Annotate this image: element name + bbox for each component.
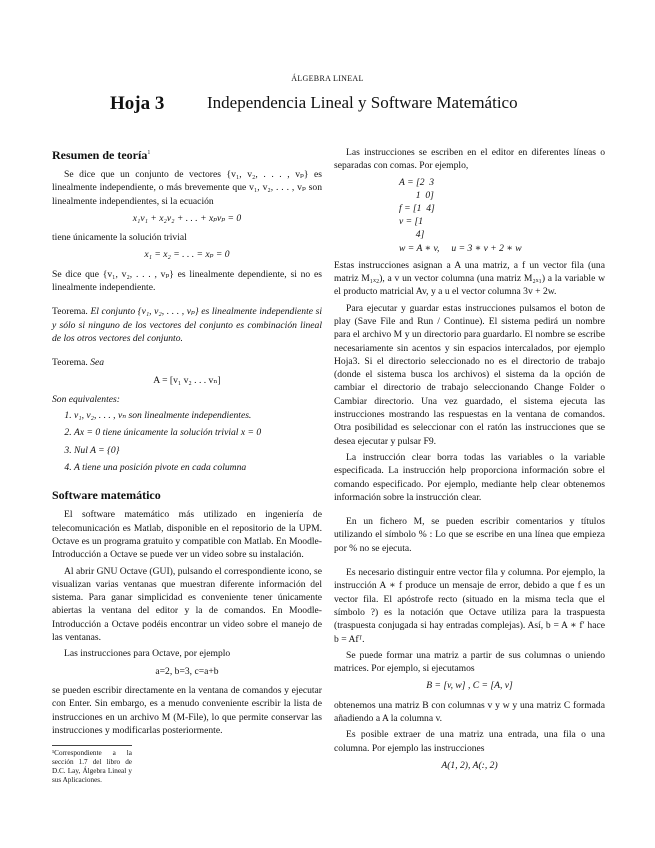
equation: x₁ = x₂ = . . . = xₚ = 0 — [144, 249, 230, 261]
paragraph: Se dice que {v₁, v₂, . . . , vₚ} es linealmente dependiente, si no es linealmente independiente. — [52, 268, 322, 294]
right-column — [334, 146, 605, 778]
section-software-title: Software matemático — [52, 488, 161, 503]
title-text: Independencia Lineal y Software Matemático — [207, 93, 518, 112]
list-item: 3. Nul A = {0} — [74, 444, 322, 457]
code-line: 4] — [399, 229, 425, 241]
equivalents-label: Son equivalentes: — [52, 393, 120, 405]
code-block — [399, 176, 605, 255]
paragraph: En un fichero M, se pueden escribir comentarios y títulos utilizando el símbolo % : Lo que se escribe en una línea que empieza por % no se ejecuta. — [334, 516, 605, 554]
paragraph: Es posible extraer de una matriz una entrada, una fila o una columna. Por ejemplo las instrucciones — [334, 729, 605, 754]
footnote-marker: 1 — [147, 150, 151, 156]
paragraph: Al abrir GNU Octave (GUI), pulsando el correspondiente icono, se visualizan varias ventanas que muestran diferente información del sistema. Para ganar simplicidad es conveniente tener únicamente abiertas la ventana del editor y la de comandos. En Moodle-Introducción a Octave podéis encontrar un video sobre el manejo de las ventanas. — [52, 565, 322, 644]
equation: B = [v, w] , C = [A, v] — [426, 680, 513, 692]
equation: A = [v₁ v₂ . . . vₙ] — [153, 374, 221, 386]
paragraph: se pueden escribir directamente en la ventana de comandos y ejecutar con Enter. Sin embargo, es a menudo conveniente escribir la lista de instrucciones en un archivo M (M-File), lo que permite conservar las instrucciones y modificarlas posteriormente. — [52, 684, 322, 736]
code-line: v = [1 — [399, 216, 424, 228]
equation: x₁v₁ + x₂v₂ + . . . + xₚvₚ = 0 — [132, 212, 242, 224]
code-line: A = [2 3 — [399, 176, 435, 188]
list-item: 4. A tiene una posición pivote en cada columna — [74, 461, 322, 474]
section-theory-title: Resumen de teoría$^1$ — [52, 148, 151, 162]
paragraph: Para ejecutar y guardar estas instrucciones pulsamos el boton de play (Save File and Run / Continue). El sistema pedirá un nombre para el archivo M y un directorio para guardarlo. El nombre se escribe necesariamente sin acentos y sin espacios intercalados, por ejemplo Hoja3. Si el directorio seleccionado no es el directorio de trabajo (donde el sistema busca los archivos) el sistema da la opción de cambiar el directorio de trabajo seleccionando Change Folder o Cambiar directorio. Una vez guardado, el sistema ejecuta las instrucciones mostrando las respuestas en la ventana de comandos. Otra posibilidad es seleccionar con el ratón las instrucciones que se desea ejecutar y pulsar F9. — [334, 302, 605, 447]
paragraph: Se dice que un conjunto de vectores {v₁, v₂, . . . , vₚ} es linealmente independiente, o más brevemente que v₁, v₂, . . . , vₚ son linealmente independientes, si la ecuación — [52, 169, 322, 207]
paragraph: Estas instrucciones asignan a A una matriz, a f un vector fila (una matriz M₁ₓ₂), a v un vector columna (una matriz M₂ₓ₁) a la variable w el producto matricial Av, y a u el vector columna 3v + 2w. — [334, 259, 605, 298]
running-head: ÁLGEBRA LINEAL — [291, 74, 364, 83]
code-line: 1 0] — [399, 189, 434, 201]
paragraph: obtenemos una matriz B con columnas v y w y una matriz C formada añadiendo a A la columna v. — [334, 699, 605, 725]
paragraph: Es necesario distinguir entre vector fila y columna. Por ejemplo, la instrucción A ∗ f produce un mensaje de error, debido a que f es un vector fila. El apóstrofe recto (situado en la misma tecla que el símbolo ?) es la notación que Octave utiliza para la traspuesta (traspuesta conjugada si hay entradas complejas). Así, b = A ∗ f′ hace b = Afᵀ. — [334, 567, 605, 645]
theorem-1: Teorema. El conjunto {v₁, v₂, . . . , vₚ} es linealmente independiente si y sólo si ninguno de los vectores del conjunto es combinación lineal de los otros vectores del conjunto. — [52, 306, 322, 344]
left-column — [52, 146, 322, 785]
paragraph: La instrucción clear borra todas las variables o la variable especificada. La instrucción help proporciona información sobre el comando especificado. Por ejemplo, mediante help clear obtenemos información sobre la instrucción clear. — [334, 451, 605, 503]
list-item: 2. Ax = 0 tiene únicamente la solución trivial x = 0 — [74, 426, 322, 439]
paragraph: El software matemático más utilizado en ingeniería de telecomunicación es Matlab, disponible en el repositorio de la UPM. Octave es un programa gratuito y compatible con Matlab. En Moodle-Introducción a Octave se puede ver un video sobre su instalación. — [52, 509, 322, 561]
paragraph: Las instrucciones para Octave, por ejemplo — [64, 648, 231, 660]
paragraph: Se puede formar una matriz a partir de sus columnas o uniendo matrices. Por ejemplo, si ejecutamos — [334, 649, 605, 675]
theorem-2: Teorema. Sea — [52, 357, 105, 369]
code-line: w = A ∗ v, u = 3 ∗ v + 2 ∗ w — [399, 242, 522, 254]
footnote-text: ¹Correspondiente a la sección 1.7 del libro de D.C. Lay, Álgebra Lineal y sus Aplicaciones. — [52, 749, 132, 785]
equation: A(1, 2), A(:, 2) — [441, 759, 498, 771]
code-example: a=2, b=3, c=a+b — [155, 665, 219, 677]
sheet-number: Hoja 3 — [110, 93, 165, 114]
paragraph: Las instrucciones se escriben en el editor en diferentes líneas o separadas con comas. Por ejemplo, — [334, 147, 605, 172]
equivalence-list — [52, 409, 322, 474]
code-line: f = [1 4] — [399, 203, 435, 214]
footnote — [52, 745, 132, 785]
paragraph: tiene únicamente la solución trivial — [52, 232, 187, 244]
list-item: 1. v₁, v₂, . . . , vₙ son linealmente independientes. — [74, 409, 322, 422]
